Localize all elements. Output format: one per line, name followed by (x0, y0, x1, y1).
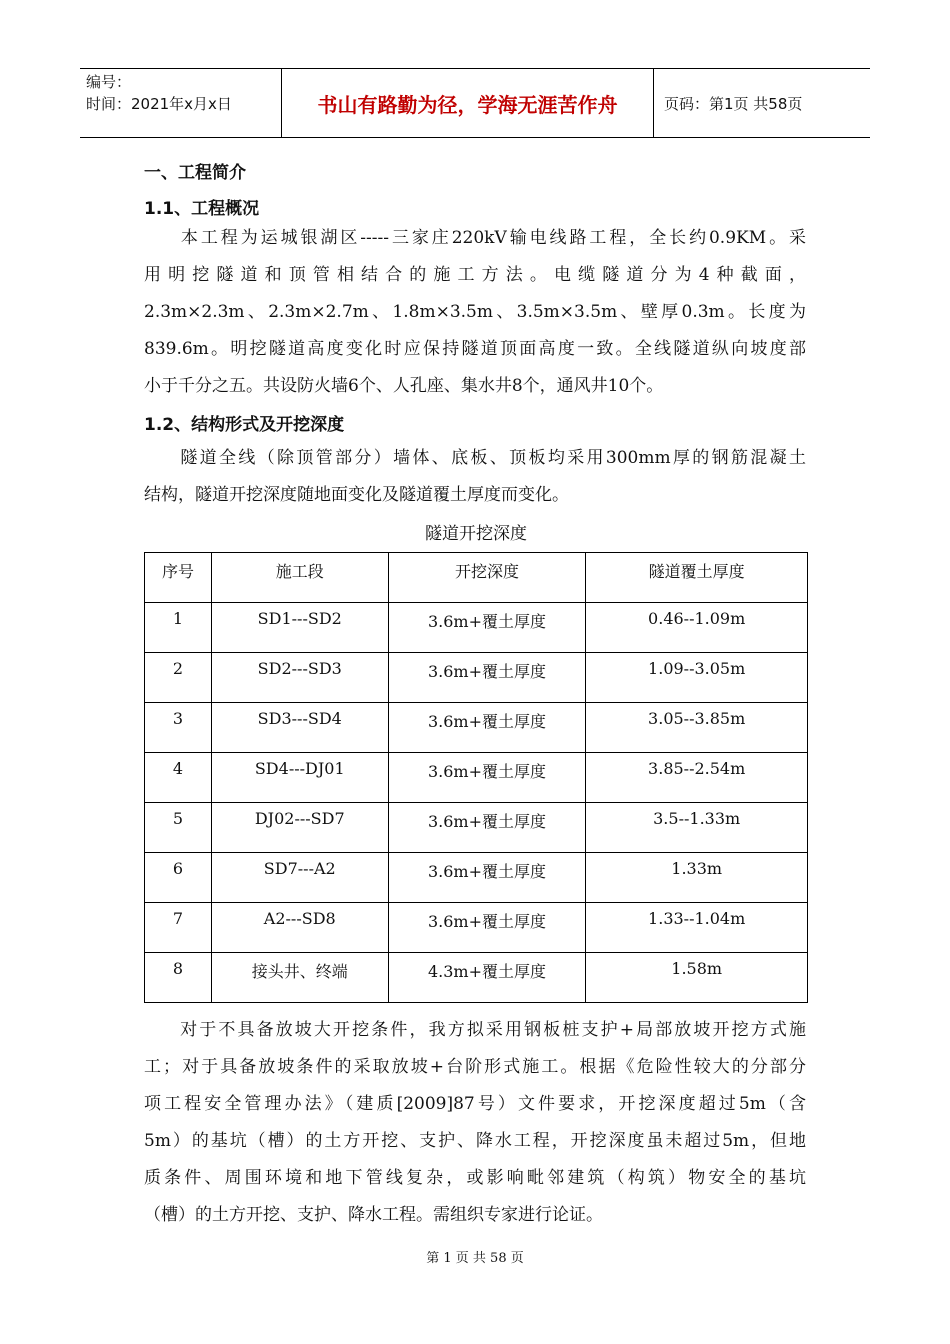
table-cell: SD7---A2 (211, 853, 388, 903)
table-cell: DJ02---SD7 (211, 803, 388, 853)
paragraph-line: 质条件、周围环境和地下管线复杂，或影响毗邻建筑（构筑）物安全的基坑 (144, 1168, 806, 1188)
table-row (145, 703, 808, 753)
paragraph-line: 工；对于具备放坡条件的采取放坡+台阶形式施工。根据《危险性较大的分部分 (144, 1057, 806, 1077)
header-cell: 隧道覆土厚度 (586, 553, 808, 603)
table-cell: SD3---SD4 (211, 703, 388, 753)
subsection-title-structure: 1.2、结构形式及开挖深度 (144, 415, 345, 435)
closing-paragraph (144, 1012, 806, 1234)
table-cell: 1.58m (586, 953, 808, 1003)
table-cell: A2---SD8 (211, 903, 388, 953)
paragraph-line: 本工程为运城银湖区-----三家庄220kV输电线路工程，全长约0.9KM。采 (178, 228, 806, 248)
table-cell: SD2---SD3 (211, 653, 388, 703)
table-row (145, 903, 808, 953)
table-cell: 1.09--3.05m (586, 653, 808, 703)
header-meta (80, 69, 282, 137)
paragraph-line: 小于千分之五。共设防火墙6个、人孔座、集水井8个，通风井10个。 (144, 376, 664, 396)
time-label: 时间：2021年x月x日 (86, 95, 232, 113)
table-row (145, 753, 808, 803)
table-cell: 3.6m+覆土厚度 (388, 803, 586, 853)
paragraph-line: 2.3m×2.3m、2.3m×2.7m、1.8m×3.5m、3.5m×3.5m、壁厚0.3m。长度为 (144, 302, 806, 322)
table-cell: 2 (145, 653, 212, 703)
subsection-title-overview: 1.1、工程概况 (144, 199, 260, 219)
table-cell: 3.6m+覆土厚度 (388, 853, 586, 903)
table-cell: 3.6m+覆土厚度 (388, 753, 586, 803)
paragraph-line: 839.6m。明挖隧道高度变化时应保持隧道顶面高度一致。全线隧道纵向坡度部 (144, 339, 806, 359)
excavation-depth-table (144, 552, 808, 1003)
table-cell: 5 (145, 803, 212, 853)
table-row (145, 603, 808, 653)
header-motto: 书山有路勤为径，学海无涯苦作舟 (282, 69, 654, 137)
header-cell: 开挖深度 (388, 553, 586, 603)
table-cell: 1 (145, 603, 212, 653)
table-cell: 1.33--1.04m (586, 903, 808, 953)
paragraph-line: （槽）的土方开挖、支护、降水工程。需组织专家进行论证。 (144, 1205, 603, 1225)
paragraph-line: 5m）的基坑（槽）的土方开挖、支护、降水工程，开挖深度虽未超过5m，但地 (144, 1131, 806, 1151)
table-cell: 3.6m+覆土厚度 (388, 603, 586, 653)
table-cell: 7 (145, 903, 212, 953)
paragraph-line: 对于不具备放坡大开挖条件，我方拟采用钢板桩支护+局部放坡开挖方式施 (178, 1020, 806, 1040)
table-cell: 3.85--2.54m (586, 753, 808, 803)
paragraph-line: 隧道全线（除顶管部分）墙体、底板、顶板均采用300mm厚的钢筋混凝土 (178, 448, 806, 468)
table-cell: 1.33m (586, 853, 808, 903)
table-cell: 6 (145, 853, 212, 903)
header-cell: 施工段 (211, 553, 388, 603)
table-cell: SD1---SD2 (211, 603, 388, 653)
table-cell: 0.46--1.09m (586, 603, 808, 653)
table-cell: 3.5--1.33m (586, 803, 808, 853)
table-header-row (145, 553, 808, 603)
paragraph-line: 用明挖隧道和顶管相结合的施工方法。电缆隧道分为4种截面， (144, 265, 806, 285)
paragraph-line: 结构，隧道开挖深度随地面变化及隧道覆土厚度而变化。 (144, 485, 569, 505)
table-cell: 3.05--3.85m (586, 703, 808, 753)
section-title: 一、工程简介 (144, 163, 246, 183)
table-cell: 3.6m+覆土厚度 (388, 703, 586, 753)
table-row (145, 853, 808, 903)
table-cell: 3.6m+覆土厚度 (388, 653, 586, 703)
table-cell: 3.6m+覆土厚度 (388, 903, 586, 953)
table-cell: 4 (145, 753, 212, 803)
table-cell: 接头井、终端 (211, 953, 388, 1003)
table-cell: 8 (145, 953, 212, 1003)
table-cell: SD4---DJ01 (211, 753, 388, 803)
table-cell: 3 (145, 703, 212, 753)
overview-paragraph (144, 220, 806, 405)
page-footer: 第 1 页 共 58 页 (426, 1251, 524, 1266)
paragraph-line: 项工程安全管理办法》（建质[2009]87号）文件要求，开挖深度超过5m（含 (144, 1094, 806, 1114)
header-page-info: 页码：第1页 共58页 (664, 94, 803, 113)
table-row (145, 803, 808, 853)
structure-paragraph (144, 440, 806, 514)
document-header (80, 68, 870, 138)
header-cell: 序号 (145, 553, 212, 603)
table-cell: 4.3m+覆土厚度 (388, 953, 586, 1003)
table-row (145, 953, 808, 1003)
table-caption: 隧道开挖深度 (425, 524, 527, 544)
number-label: 编号： (86, 73, 132, 91)
table-row (145, 653, 808, 703)
